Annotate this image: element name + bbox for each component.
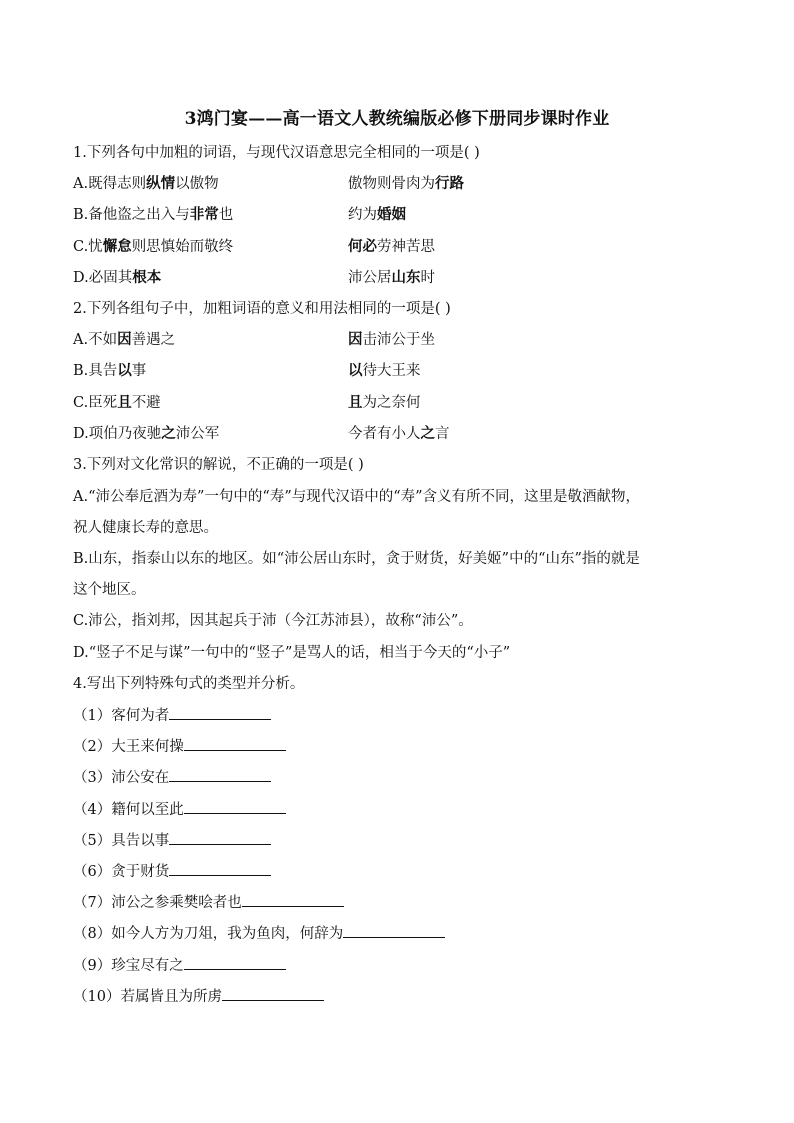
answer-blank[interactable] (184, 799, 286, 814)
q4-item-6: （6）贪于财货 (73, 861, 271, 882)
q3-option-b-line2: 这个地区。 (73, 582, 146, 598)
q2-option-a-left: A.不如因善遇之 (73, 331, 176, 348)
q2-option-a-right: 因击沛公于坐 (348, 331, 435, 348)
answer-blank[interactable] (184, 955, 286, 970)
q1-option-a-left: A.既得志则纵情以傲物 (73, 175, 219, 192)
q2-option-c-right: 且为之奈何 (348, 394, 421, 411)
q1-option-a-right: 傲物则骨肉为行路 (348, 175, 464, 192)
answer-blank[interactable] (169, 861, 271, 876)
q1-option-b-left: B.备他盗之出入与非常也 (73, 206, 234, 223)
q2-stem: 2.下列各组句子中，加粗词语的意义和用法相同的一项是( ) (73, 301, 451, 317)
q4-item-9: （9）珍宝尽有之 (73, 955, 286, 976)
answer-blank[interactable] (184, 736, 286, 751)
answer-blank[interactable] (169, 767, 271, 782)
q1-option-d-left: D.必固其根本 (73, 269, 162, 286)
q4-item-8: （8）如今人方为刀俎，我为鱼肉，何辞为 (73, 923, 445, 944)
q3-stem: 3.下列对文化常识的解说，不正确的一项是( ) (73, 457, 364, 473)
q3-option-c: C.沛公，指刘邦，因其起兵于沛（今江苏沛县），故称“沛公”。 (73, 613, 473, 629)
q2-option-c-left: C.臣死且不避 (73, 394, 161, 411)
answer-blank[interactable] (242, 892, 344, 907)
answer-blank[interactable] (222, 986, 324, 1001)
q1-option-c-left: C.忧懈怠则思慎始而敬终 (73, 238, 234, 255)
q2-option-b-left: B.具告以事 (73, 362, 147, 379)
q4-item-2: （2）大王来何操 (73, 736, 286, 757)
q1-option-d-right: 沛公居山东时 (348, 269, 435, 286)
q4-item-5: （5）具告以事 (73, 830, 271, 851)
answer-blank[interactable] (169, 705, 271, 720)
q2-option-d-right: 今者有小人之言 (348, 425, 450, 442)
q3-option-d: D.“竖子不足与谋”一句中的“竖子”是骂人的话，相当于今天的“小子” (73, 645, 511, 661)
q3-option-b-line1: B.山东，指泰山以东的地区。如“沛公居山东时，贪于财货，好美姬”中的“山东”指的就是 (73, 551, 640, 567)
page-title: 3鸿门宴——高一语文人教统编版必修下册同步课时作业 (184, 109, 610, 129)
q4-stem: 4.写出下列特殊句式的类型并分析。 (73, 676, 305, 692)
q4-item-7: （7）沛公之参乘樊哙者也 (73, 892, 344, 913)
q3-option-a-line1: A.“沛公奉卮酒为寿”一句中的“寿”与现代汉语中的“寿”含义有所不同，这里是敬酒献物， (73, 489, 641, 505)
q4-item-10: （10）若属皆且为所虏 (73, 986, 324, 1007)
q4-item-3: （3）沛公安在 (73, 767, 271, 788)
answer-blank[interactable] (343, 923, 445, 938)
q4-item-1: （1）客何为者 (73, 705, 271, 726)
q1-option-b-right: 约为婚姻 (348, 206, 406, 223)
q4-item-4: （4）籍何以至此 (73, 799, 286, 820)
q2-option-d-left: D.项伯乃夜驰之沛公军 (73, 425, 220, 442)
q1-option-c-right: 何必劳神苦思 (348, 238, 435, 255)
answer-blank[interactable] (169, 830, 271, 845)
q2-option-b-right: 以待大王来 (348, 362, 421, 379)
q3-option-a-line2: 祝人健康长寿的意思。 (73, 520, 218, 536)
q1-stem: 1.下列各句中加粗的词语，与现代汉语意思完全相同的一项是( ) (73, 145, 480, 161)
